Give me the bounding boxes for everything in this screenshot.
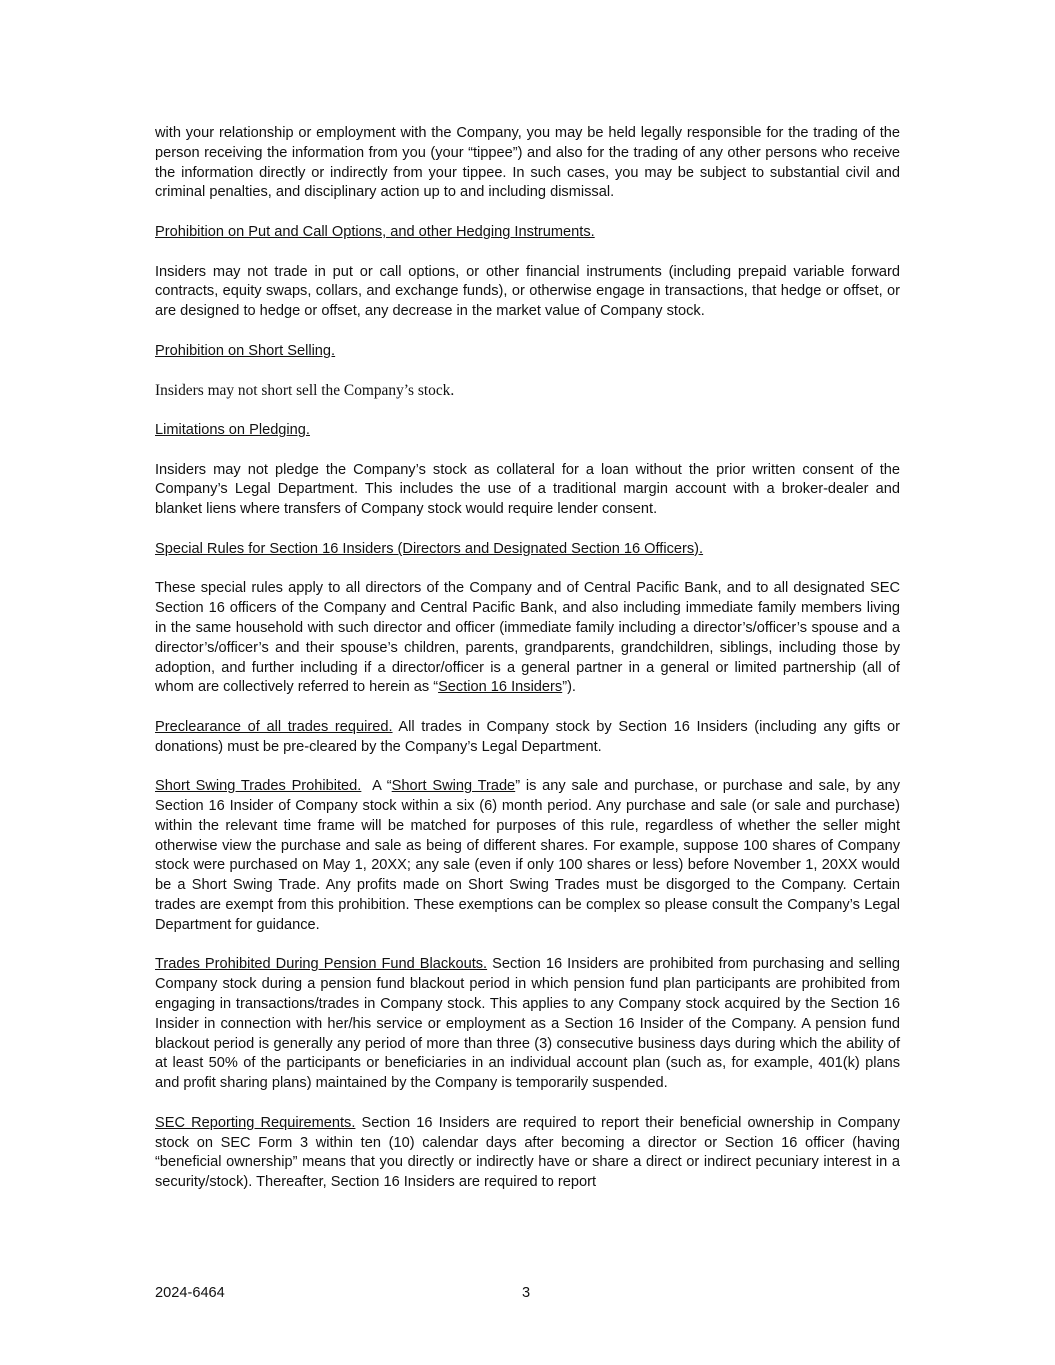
paragraph-sec-reporting <box>155 1114 900 1193</box>
short-swing-term: Short Swing Trade <box>391 778 516 795</box>
heading-sec-reporting: SEC Reporting Requirements. <box>155 1114 356 1131</box>
paragraph-section-16 <box>155 579 900 698</box>
heading-hedging-text: Prohibition on Put and Call Options, and other Hedging Instruments. <box>155 223 595 240</box>
paragraph-hedging: Insiders may not trade in put or call options, or other financial instruments (including prepaid variable forward contracts, equity swaps, collars, and exchange funds), or otherwise engage in transactions, that hedge or offset, or are designed to hedge or offset, any decrease in the market value of Company stock. <box>155 263 900 320</box>
short-swing-text-a: A “ <box>361 778 392 795</box>
short-swing-text-b: ” is any sale and purchase, or purchase and sale, by any Section 16 Insider of Company stock within a six (6) month period. Any purchase and sale (or sale and purchase) within the relevant time frame will be matched for purposes of this rule, regardless of whether the seller might otherwise view the purchase and sale as being of different shares. For example, suppose 100 shares of Company stock were purchased on May 1, 20XX; any sale (even if only 100 shares or less) before November 1, 20XX would be a Short Swing Trade. Any profits made on Short Swing Trades must be disgorged to the Company. Certain trades are exempt from this prohibition. These exemptions can be complex so please consult the Company’s Legal Department for guidance. <box>155 778 900 933</box>
heading-section-16 <box>155 540 900 560</box>
paragraph-tippee-liability: with your relationship or employment with the Company, you may be held legally responsible for the trading of the person receiving the information from you (your “tippee”) and also for the trading of any other persons who receive the information directly or indirectly from your tippee. In such cases, you may be subject to substantial civil and criminal penalties, and disciplinary action up to and including dismissal. <box>155 125 900 201</box>
heading-hedging <box>155 223 900 243</box>
heading-pledging <box>155 421 900 441</box>
heading-short-swing: Short Swing Trades Prohibited. <box>155 778 362 795</box>
paragraph-pension-blackout <box>155 955 900 1094</box>
footer-page-number: 3 <box>522 1285 531 1301</box>
heading-pension-blackout: Trades Prohibited During Pension Fund Blackouts. <box>155 956 488 973</box>
paragraph-pledging: Insiders may not pledge the Company’s stock as collateral for a loan without the prior written consent of the Company’s Legal Department. This includes the use of a traditional margin account with a broker-dealer and blanket liens where transfers of Company stock would require lender consent. <box>155 461 900 518</box>
section-16-text-b: ”). <box>562 679 576 696</box>
heading-preclearance: Preclearance of all trades required. <box>155 718 393 735</box>
heading-pledging-text: Limitations on Pledging. <box>155 421 310 438</box>
paragraph-short-swing <box>155 777 900 935</box>
paragraph-short-selling: Insiders may not short sell the Company’s stock. <box>155 382 455 400</box>
sec-reporting-text: Section 16 Insiders are required to report their beneficial ownership in Company stock on SEC Form 3 within ten (10) calendar days after becoming a director or Section 16 officer (having “beneficial ownership” means that you directly or indirectly have or share a direct or indirect pecuniary interest in a security/stock). Thereafter, Section 16 Insiders are required to report <box>155 1114 901 1191</box>
document-body <box>155 124 900 1193</box>
footer-document-number: 2024-6464 <box>155 1285 225 1301</box>
pension-blackout-text: Section 16 Insiders are prohibited from purchasing and selling Company stock during a pension fund blackout period in which pension fund plan participants are prohibited from engaging in transactions/trades in Company stock. This applies to any Company stock acquired by the Section 16 Insider in connection with her/his service or employment as a Section 16 Insider of the Company. A pension fund blackout period is generally any period of more than three (3) consecutive business days during which the ability of at least 50% of the participants or beneficiaries in an individual account plan (such as, for example, 401(k) plans and profit sharing plans) maintained by the Company is temporarily suspended. <box>155 956 900 1092</box>
heading-short-selling-text: Prohibition on Short Selling. <box>155 342 336 359</box>
preclearance-text: All trades in Company stock by Section 16 Insiders (including any gifts or donations) must be pre-cleared by the Company’s Legal Department. <box>155 718 900 755</box>
section-16-text-a: These special rules apply to all directors of the Company and of Central Pacific Bank, and to all designated SEC Section 16 officers of the Company and Central Pacific Bank, and also including immediate family members living in the same household with such director and officer (immediate family including a director’s/officer’s spouse and a director’s/officer’s and their spouse’s children, parents, grandparents, grandchildren, siblings, including those by adoption, and further including if a director/officer is a general partner in a general or limited partnership (all of whom are collectively referred to herein as “ <box>155 580 900 696</box>
heading-section-16-text: Special Rules for Section 16 Insiders (Directors and Designated Section 16 Officers). <box>155 540 704 557</box>
heading-short-selling <box>155 342 900 362</box>
section-16-insiders-term: Section 16 Insiders <box>438 679 563 696</box>
paragraph-preclearance <box>155 718 900 758</box>
